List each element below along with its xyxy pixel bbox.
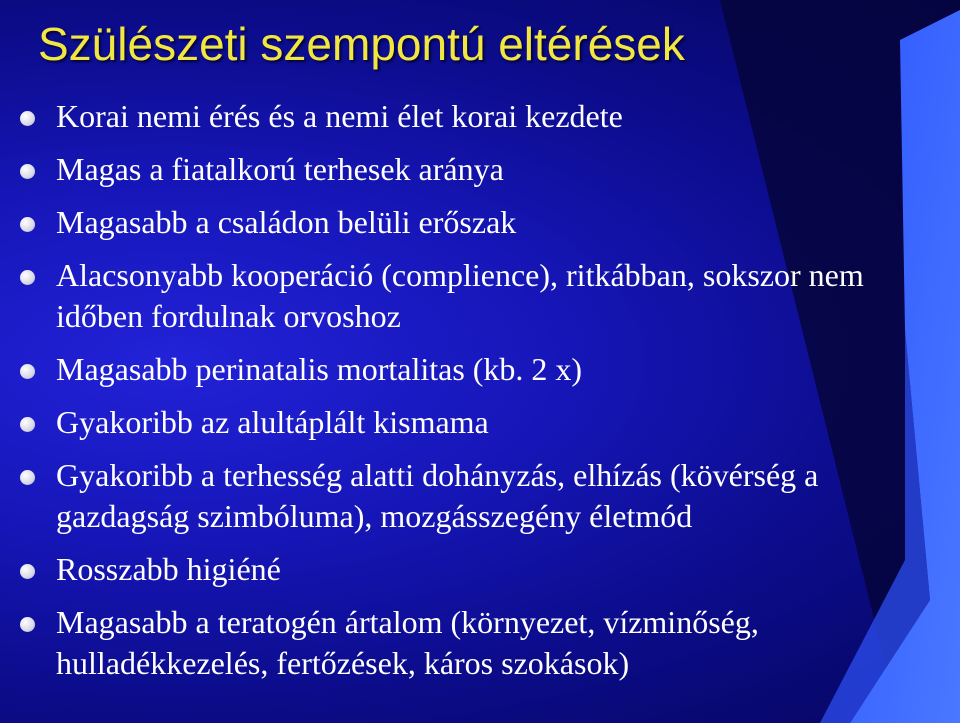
bullet-item [0,402,936,443]
bullet-text: Magasabb a családon belüli erőszak [56,204,517,240]
bullet-text: Alacsonyabb kooperáció (complience), ritkábban, sokszor nem időben fordulnak orvoshoz [56,257,864,334]
bullet-item [0,549,936,590]
bullet-dot-icon [20,470,35,485]
bullet-dot-icon [20,111,35,126]
bullet-text: Rosszabb higiéné [56,551,281,587]
bullet-dot-icon [20,164,35,179]
bullet-text: Gyakoribb az alultáplált kismama [56,404,489,440]
bullet-text: Magasabb a teratogén ártalom (környezet, vízminőség, hulladékkezelés, fertőzések, káros szokások) [56,604,759,681]
bullet-item [0,602,936,684]
bullet-text: Magasabb perinatalis mortalitas (kb. 2 x) [56,351,583,387]
bullet-item [0,349,936,390]
bullet-dot-icon [20,417,35,432]
bullet-dot-icon [20,270,35,285]
bullet-dot-icon [20,617,35,632]
bullet-list [0,96,936,696]
slide-title: Szülészeti szempontú eltérések [38,18,685,70]
bullet-text: Gyakoribb a terhesség alatti dohányzás, elhízás (kövérség a gazdagság szimbóluma), mozgásszegény életmód [56,457,819,534]
bullet-item [0,202,936,243]
bullet-text: Korai nemi érés és a nemi élet korai kezdete [56,98,623,134]
bullet-item [0,455,936,537]
bullet-dot-icon [20,364,35,379]
bullet-item [0,255,936,337]
bullet-dot-icon [20,217,35,232]
bullet-text: Magas a fiatalkorú terhesek aránya [56,151,504,187]
bullet-dot-icon [20,564,35,579]
bullet-item [0,96,936,137]
bullet-item [0,149,936,190]
